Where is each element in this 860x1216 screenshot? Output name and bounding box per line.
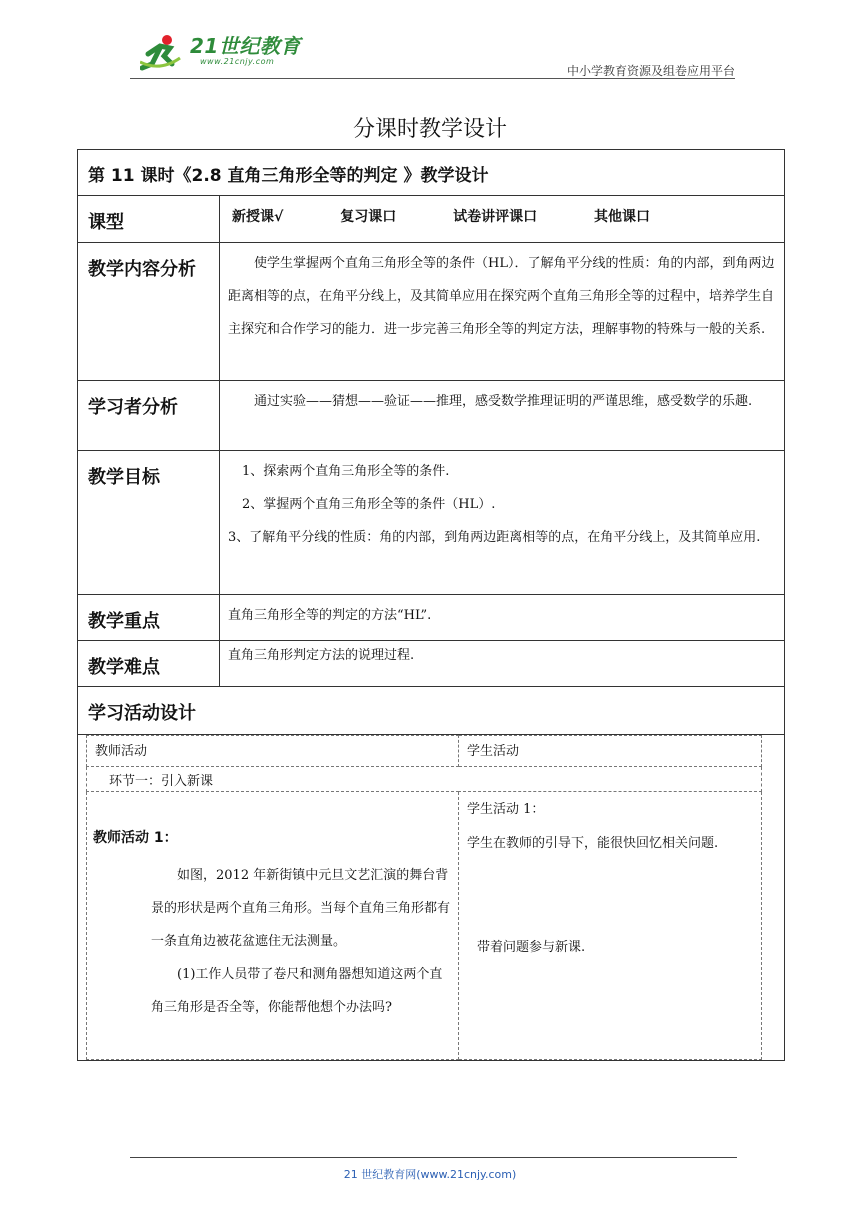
- objective-item: 3、了解角平分线的性质：角的内部，到角两边距离相等的点，在角平分线上，及其简单应用.: [228, 530, 761, 545]
- footer-text: 21 世纪教育网(www.21cnjy.com): [343, 1168, 517, 1181]
- logo-text: 21世纪教育: [190, 34, 301, 58]
- document-title: 分课时教学设计: [352, 117, 507, 142]
- student-activity-title: 学生活动 1：: [467, 802, 545, 817]
- lesson-table: [77, 149, 785, 1061]
- logo: [140, 32, 320, 76]
- course-type-exam: 试卷讲评课口: [453, 209, 538, 225]
- difficulties-label: 教学难点: [78, 641, 220, 687]
- course-type-label: 课型: [78, 196, 220, 243]
- difficulties-text: 直角三角形判定方法的说理过程.: [220, 641, 785, 687]
- objectives-label: 教学目标: [78, 451, 220, 595]
- learner-analysis-label: 学习者分析: [78, 381, 220, 451]
- section-title: 环节一：引入新课: [87, 767, 762, 792]
- objective-item: 1、探索两个直角三角形全等的条件.: [242, 464, 450, 479]
- course-type-other: 其他课口: [593, 209, 650, 225]
- student-activity-cell: [459, 792, 762, 1060]
- teacher-activity-cell: [87, 792, 459, 1060]
- teacher-activity-header: 教师活动: [87, 736, 459, 767]
- key-points-text: 直角三角形全等的判定的方法“HL”.: [220, 595, 785, 641]
- student-activity-header: 学生活动: [459, 736, 762, 767]
- logo-url: www.21cnjy.com: [200, 57, 275, 66]
- footer-divider: [130, 1157, 737, 1158]
- learner-analysis-text: 通过实验——猜想——验证——推理，感受数学推理证明的严谨思维，感受数学的乐趣.: [220, 381, 785, 451]
- activity-table: [86, 735, 762, 1060]
- teacher-activity-paragraph: 如图，2012 年新街镇中元旦文艺汇演的舞台背景的形状是两个直角三角形。当每个直角三角形都有一条直角边被花盆遮住无法测量。: [151, 868, 451, 949]
- student-activity-paragraph: 带着问题参与新课.: [477, 940, 586, 955]
- platform-label: 中小学教育资源及组卷应用平台: [566, 64, 735, 78]
- activity-design-label: 学习活动设计: [78, 687, 785, 735]
- objectives-list: [220, 451, 785, 595]
- teacher-activity-paragraph: (1)工作人员带了卷尺和测角器想知道这两个直角三角形是否全等，你能帮他想个办法吗?: [151, 967, 443, 1015]
- course-type-review: 复习课口: [340, 209, 397, 225]
- page-header: [130, 28, 735, 78]
- teacher-activity-title: 教师活动 1：: [93, 830, 178, 846]
- lesson-title: 第 11 课时《2.8 直角三角形全等的判定 》教学设计: [78, 150, 785, 196]
- objective-item: 2、掌握两个直角三角形全等的条件（HL）.: [242, 497, 496, 512]
- course-type-options: [220, 196, 785, 243]
- activity-section: [78, 735, 785, 1061]
- content-analysis-label: 教学内容分析: [78, 243, 220, 381]
- runner-logo-icon: [140, 34, 182, 72]
- course-type-new: 新授课√: [232, 209, 284, 225]
- header-divider: [130, 78, 735, 79]
- content-analysis-text: 使学生掌握两个直角三角形全等的条件（HL）．了解角平分线的性质：角的内部，到角两边距离相等的点，在角平分线上，及其简单应用在探究两个直角三角形全等的过程中，培养学生自主探究和合作学习的能力．进一步完善三角形全等的判定方法，理解事物的特殊与一般的关系.: [220, 243, 785, 381]
- student-activity-paragraph: 学生在教师的引导下，能很快回忆相关问题.: [467, 836, 719, 851]
- key-points-label: 教学重点: [78, 595, 220, 641]
